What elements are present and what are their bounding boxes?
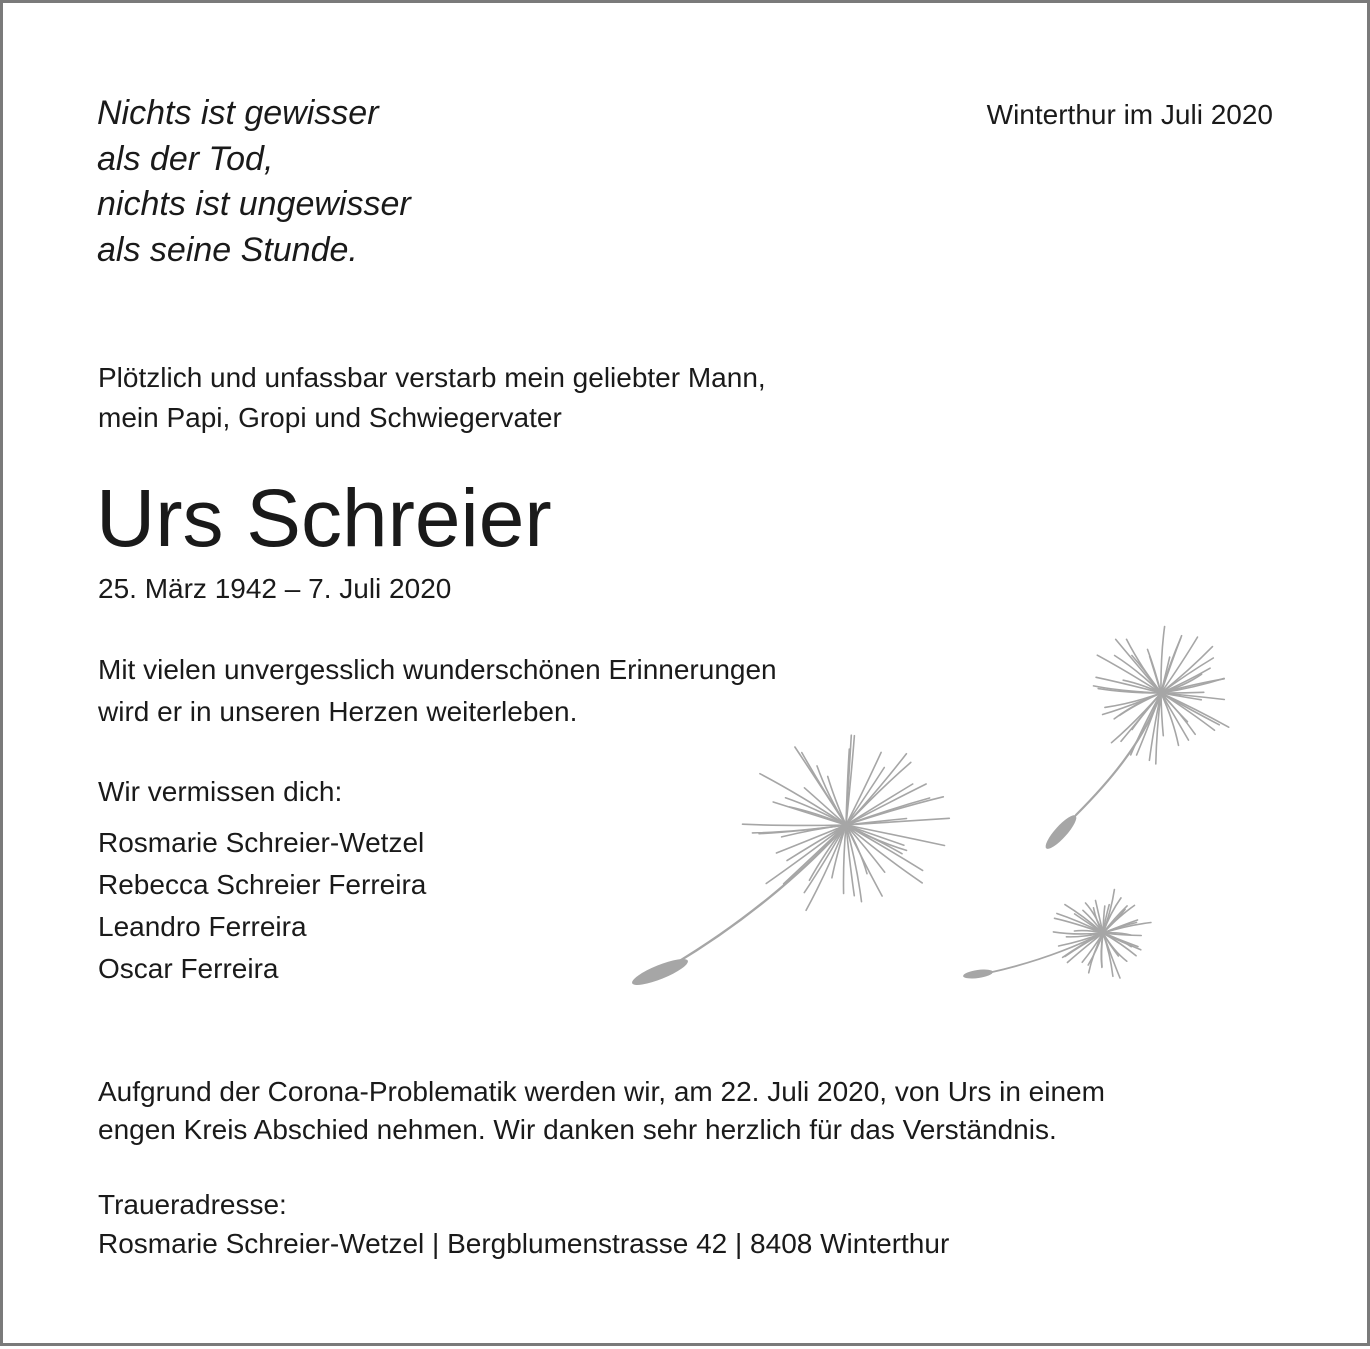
dandelion-seed-upper — [1042, 627, 1229, 853]
closing-line: engen Kreis Abschied nehmen. Wir danken sehr herzlich für das Verständnis. — [98, 1114, 1057, 1145]
miss-label: Wir vermissen dich: — [98, 776, 343, 807]
mourning-address: Rosmarie Schreier-Wetzel | Bergblumenstrasse 42 | 8408 Winterthur — [98, 1228, 950, 1259]
intro-line: mein Papi, Gropi und Schwiegervater — [98, 402, 562, 433]
quote-line: Nichts ist gewisser — [97, 94, 379, 132]
closing-text — [98, 1073, 1105, 1149]
dandelion-seed-small — [963, 890, 1151, 981]
quote-line: nichts ist ungewisser — [97, 185, 411, 223]
closing-line: Aufgrund der Corona-Problematik werden wir, am 22. Juli 2020, von Urs in einem — [98, 1076, 1105, 1107]
memory-line: wird er in unseren Herzen weiterleben. — [98, 696, 578, 727]
deceased-name: Urs Schreier — [96, 473, 552, 564]
place-date: Winterthur im Juli 2020 — [986, 99, 1273, 130]
dandelion-seed-large — [630, 735, 950, 990]
quote-line: als der Tod, — [97, 139, 274, 178]
mourner-name: Rosmarie Schreier-Wetzel — [98, 827, 425, 858]
intro-line: Plötzlich und unfassbar verstarb mein geliebter Mann, — [98, 362, 766, 393]
mourner-name: Oscar Ferreira — [98, 953, 279, 984]
life-dates: 25. März 1942 – 7. Juli 2020 — [98, 573, 452, 604]
mourner-name: Leandro Ferreira — [98, 911, 307, 942]
address-label: Traueradresse: — [98, 1189, 287, 1220]
mourner-name: Rebecca Schreier Ferreira — [98, 869, 427, 900]
quote-line: als seine Stunde. — [97, 230, 358, 269]
memory-line: Mit vielen unvergesslich wunderschönen Erinnerungen — [98, 654, 777, 685]
